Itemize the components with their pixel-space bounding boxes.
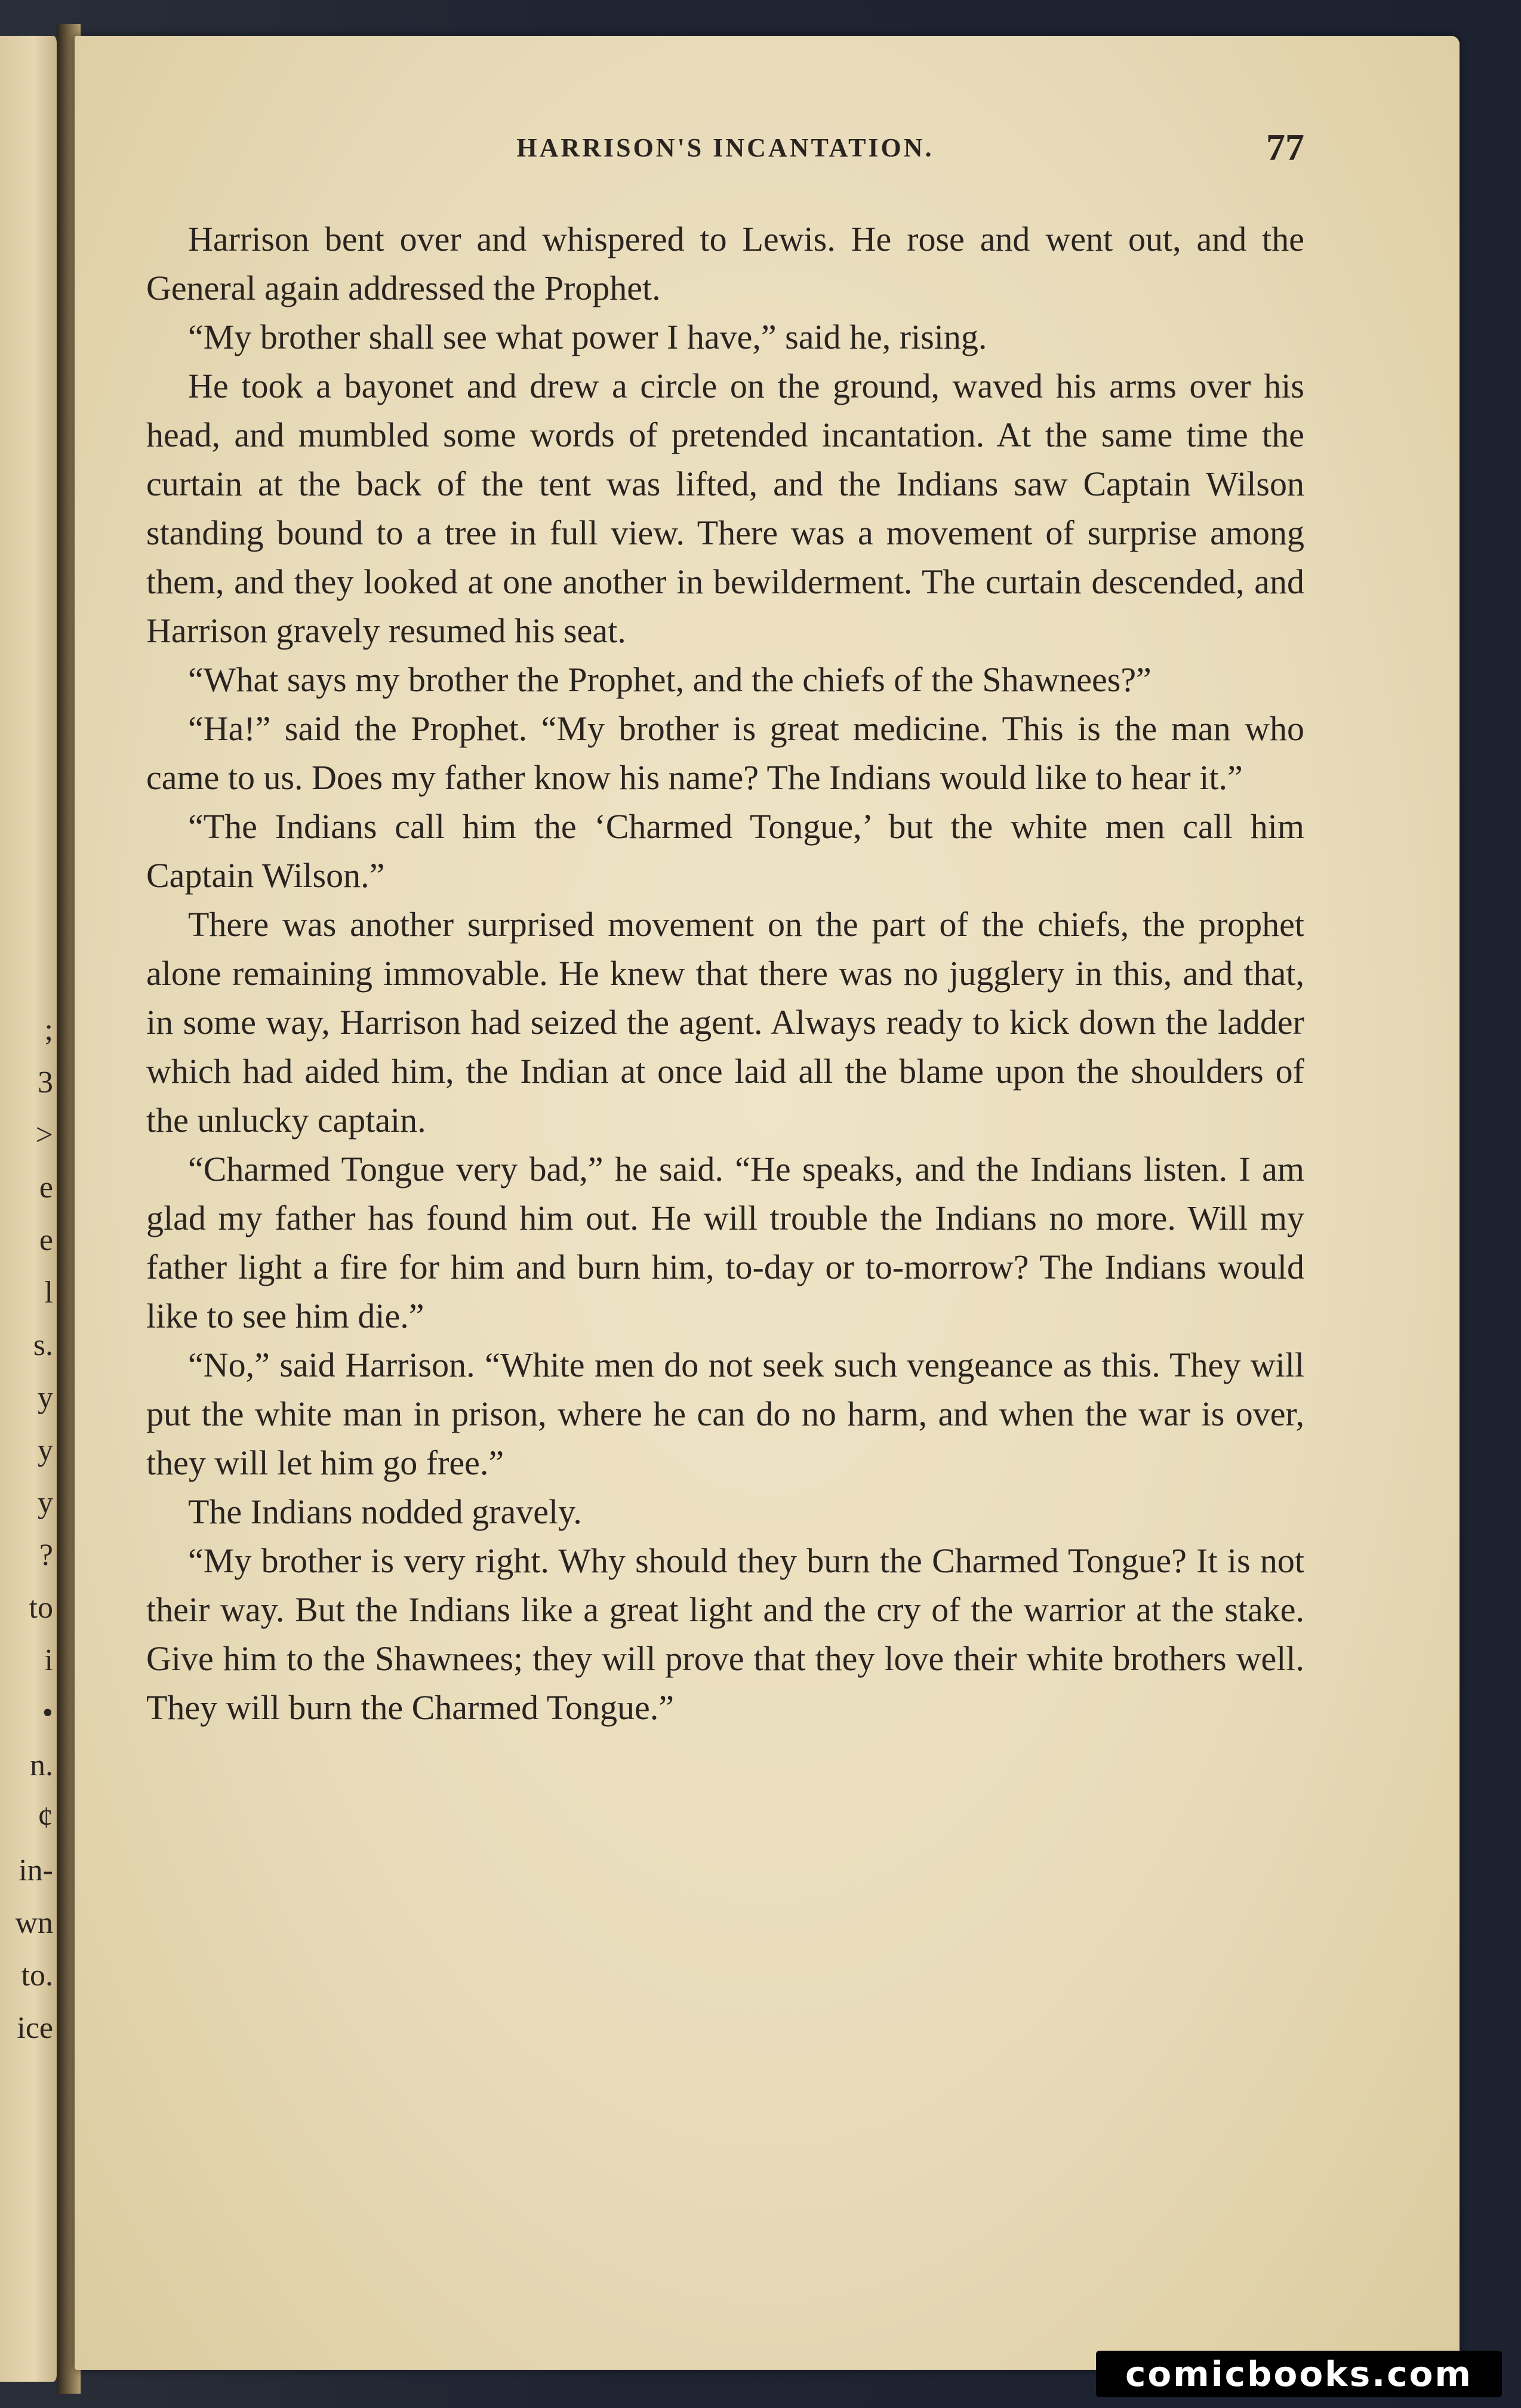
paragraph: “My brother is very right. Why should they burn the Charmed Tongue? It is not their way. But the Indians like a great light and the cry of the warrior at the stake. Give him to the Shawnees; they will prove that they love their white brothers well. They will burn the Charmed Tongue.” <box>146 1541 1304 1727</box>
running-title: HARRISON'S INCANTATION. <box>516 133 934 162</box>
paragraph: The Indians nodded gravely. <box>188 1492 582 1531</box>
facing-page-fragment: to. <box>21 1959 53 1993</box>
paragraph: “No,” said Harrison. “White men do not seek such vengeance as this. They will put the white man in prison, where he can do no harm, and when the war is over, they will let him go free.” <box>146 1345 1304 1482</box>
body-text <box>146 215 1304 1732</box>
facing-page-fragments <box>0 36 57 2382</box>
running-head <box>146 125 1304 179</box>
facing-page-fragment: n. <box>30 1748 53 1782</box>
paragraph: “Charmed Tongue very bad,” he said. “He speaks, and the Indians listen. I am glad my father has found him out. He will trouble the Indians no more. Will my father light a fire for him and burn him, to-day or to-morrow? The Indians would like to see him die.” <box>146 1150 1304 1335</box>
paragraph: “My brother shall see what power I have,” said he, rising. <box>188 318 987 356</box>
facing-page-fragment: s. <box>33 1328 53 1362</box>
facing-page-fragment: to <box>29 1591 53 1625</box>
facing-page-fragment: wn <box>15 1906 53 1940</box>
paragraph: Harrison bent over and whispered to Lewis. He rose and went out, and the General again addressed the Prophet. <box>146 220 1304 307</box>
facing-page-fragment: e <box>39 1171 53 1205</box>
paragraph: “Ha!” said the Prophet. “My brother is great medicine. This is the man who came to us. Does my father know his name? The Indians would like to hear it.” <box>146 709 1304 797</box>
facing-page-fragment: 3 <box>38 1066 53 1100</box>
paragraph: “The Indians call him the ‘Charmed Tongue,’ but the white men call him Captain Wilson.” <box>146 807 1304 895</box>
facing-page-fragment: > <box>35 1118 53 1152</box>
facing-page-fragment: y <box>38 1381 53 1415</box>
facing-page-fragment: y <box>38 1486 53 1520</box>
facing-page-fragment: • <box>42 1696 53 1730</box>
page-content <box>146 125 1304 1732</box>
facing-page-fragment: ? <box>39 1538 53 1572</box>
facing-page-fragment: y <box>38 1433 53 1467</box>
facing-page-fragment: i <box>44 1643 53 1677</box>
facing-page-fragment: l <box>44 1276 53 1310</box>
facing-page-fragment: ¢ <box>38 1801 53 1835</box>
facing-page-edge <box>0 36 60 2382</box>
site-watermark: comicbooks.com <box>1096 2351 1502 2397</box>
facing-page-fragment: e <box>39 1223 53 1257</box>
facing-page-fragment: in- <box>19 1853 53 1887</box>
facing-page-fragment: ice <box>17 2011 53 2045</box>
page-number: 77 <box>1266 126 1304 168</box>
book-page <box>75 36 1460 2370</box>
paragraph: There was another surprised movement on the part of the chiefs, the prophet alone remaining immovable. He knew that there was no jugglery in this, and that, in some way, Harrison had seized the agent. Always ready to kick down the ladder which had aided him, the Indian at once laid all the blame upon the shoulders of the unlucky captain. <box>146 905 1304 1140</box>
paragraph: “What says my brother the Prophet, and the chiefs of the Shawnees?” <box>188 660 1151 699</box>
facing-page-fragment: ; <box>44 1013 53 1047</box>
paragraph: He took a bayonet and drew a circle on the ground, waved his arms over his head, and mumbled some words of pretended incantation. At the same time the curtain at the back of the tent was lifted, and the Indians saw Captain Wilson standing bound to a tree in full view. There was a movement of surprise among them, and they looked at one another in bewilderment. The curtain descended, and Harrison gravely resumed his seat. <box>146 367 1304 650</box>
